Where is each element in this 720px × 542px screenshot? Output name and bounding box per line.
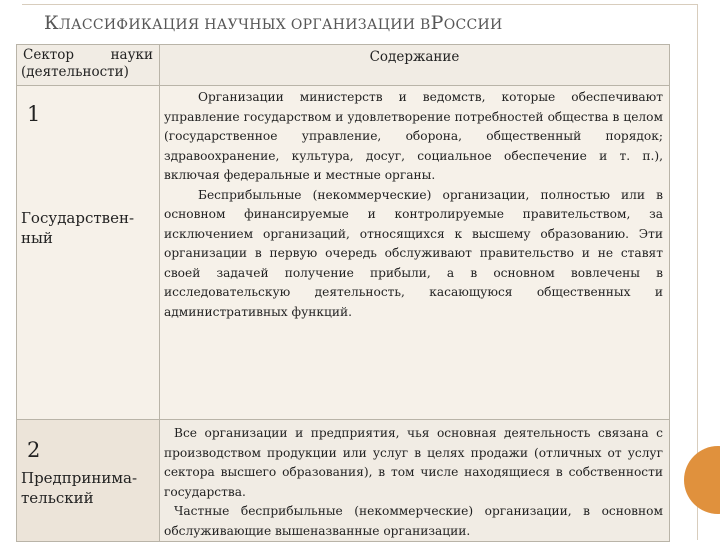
- table-row: [17, 420, 670, 542]
- sector-name-line1: Государствен-: [21, 209, 135, 227]
- title-text-2: ОССИИ: [443, 17, 503, 33]
- sector-cell: [17, 86, 160, 420]
- header-science-word: науки: [110, 47, 153, 63]
- classification-table: [16, 44, 670, 542]
- title-cap-2: Р: [430, 12, 444, 34]
- header-sector-word: Сектор: [23, 47, 74, 63]
- title-cap-1: К: [44, 12, 60, 34]
- sector-cell: [17, 420, 160, 542]
- title-text-1: ЛАССИФИКАЦИЯ НАУЧНЫХ ОРГАНИЗАЦИИ В: [59, 17, 431, 33]
- header-content-label: Содержание: [369, 49, 460, 65]
- sector-number: 1: [27, 102, 41, 126]
- header-sector-line1: [17, 45, 159, 64]
- sector-name-line1: Предпринима-: [21, 469, 138, 487]
- decor-top-line: [22, 4, 698, 5]
- content-paragraph: Все организации и предприятия, чья основная деятельность связана с производством продукции или услуг в целях продажи (отличных от услуг сектора высшего образования), в том числе находящиеся в собственности государства.: [164, 426, 663, 499]
- header-sector-line2: (деятельности): [21, 64, 129, 80]
- sector-name-line2: ный: [21, 229, 53, 247]
- content-paragraph: Бесприбыльные (некоммерческие) организации, полностью или в основном финансируемые и контролируемые правительством, за исключением организаций, относящихся к высшему образованию. Эти организации в первую очередь обслуживают правительство и не ставят своей задачей получение прибыли, а в основном вовлечены в исследовательскую деятельность, касающуюся общественных и административных функций.: [164, 187, 663, 319]
- sector-name: [17, 462, 159, 508]
- content-paragraph: Частные бесприбыльные (некоммерческие) организации, в основном обслуживающие вышеназванные организации.: [164, 504, 663, 538]
- header-sector-cell: [17, 45, 160, 86]
- table-row: [17, 86, 670, 420]
- sector-number: 2: [27, 438, 41, 462]
- content-cell: [160, 86, 670, 420]
- sector-name-line2: тельский: [21, 489, 94, 507]
- header-content-cell: [160, 45, 670, 86]
- content-cell: [160, 420, 670, 542]
- table-header-row: [17, 45, 670, 86]
- sector-name: [17, 126, 159, 248]
- content-paragraph: Организации министерств и ведомств, которые обеспечивают управление государством и удовлетворение потребностей общества в целом (государственное управление, оборона, общественный порядок; здравоохранение, культура, досуг, социальное обеспечение и т. п.), включая федеральные и местные органы.: [164, 90, 663, 182]
- slide-title: [44, 12, 503, 34]
- decor-orange-circle: [684, 446, 720, 514]
